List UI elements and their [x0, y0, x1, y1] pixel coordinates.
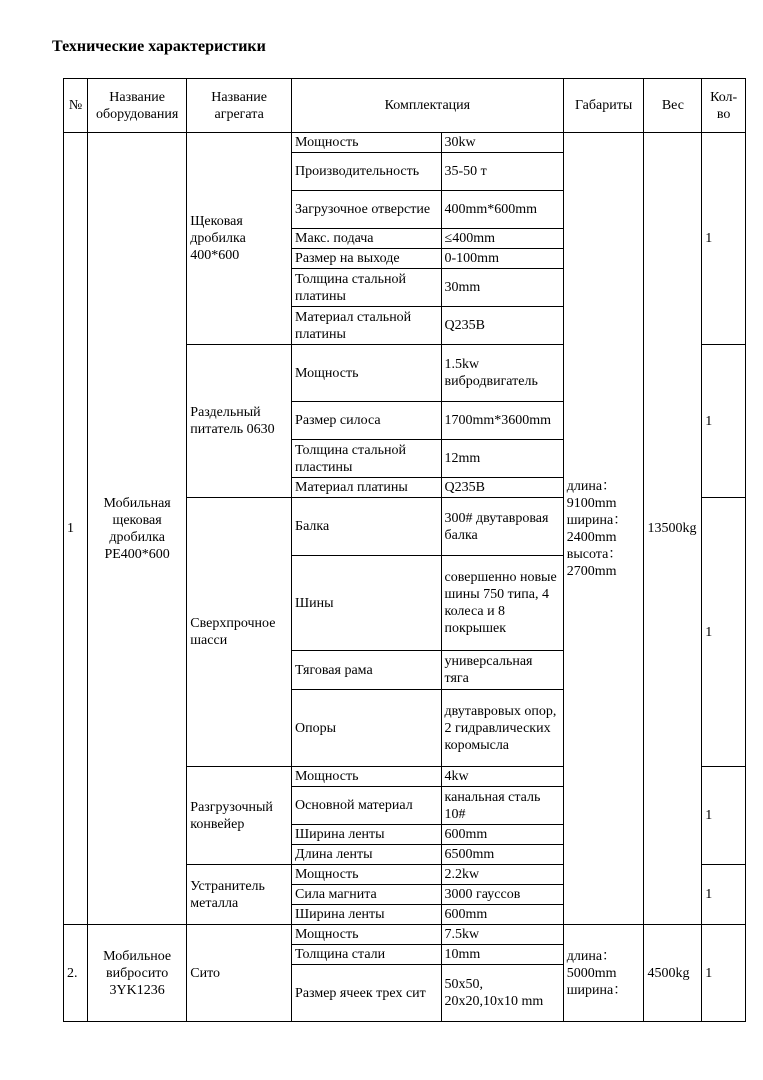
param-name: Толщина стальной платины: [292, 269, 441, 307]
equipment-name: Мобильная щековая дробилка PE400*600: [88, 133, 187, 925]
param-name: Толщина стали: [292, 945, 441, 965]
param-name: Производительность: [292, 153, 441, 191]
header-unit: Название агрегата: [187, 79, 292, 133]
param-name: Мощность: [292, 767, 441, 787]
param-name: Макс. подача: [292, 229, 441, 249]
param-name: Мощность: [292, 133, 441, 153]
param-value: Q235B: [441, 478, 563, 498]
param-value: 1700mm*3600mm: [441, 402, 563, 440]
dimensions-value: длина：9100mm ширина：2400mm высота：2700mm: [563, 133, 644, 925]
unit-name: Раздельный питатель 0630: [187, 345, 292, 498]
equipment-name: Мобильное вибросито 3YK1236: [88, 925, 187, 1022]
param-name: Размер силоса: [292, 402, 441, 440]
param-value: 30mm: [441, 269, 563, 307]
header-weight: Вес: [644, 79, 702, 133]
param-name: Основной материал: [292, 787, 441, 825]
header-row: [64, 79, 746, 133]
param-value: канальная сталь 10#: [441, 787, 563, 825]
param-name: Сила магнита: [292, 885, 441, 905]
header-no: №: [64, 79, 88, 133]
param-name: Размер ячеек трех сит: [292, 965, 441, 1022]
param-value: 400mm*600mm: [441, 191, 563, 229]
param-value: 50x50, 20x20,10x10 mm: [441, 965, 563, 1022]
spec-table: [63, 78, 746, 1022]
unit-qty: 1: [702, 133, 746, 345]
param-value: 600mm: [441, 825, 563, 845]
param-value: 35-50 т: [441, 153, 563, 191]
param-name: Мощность: [292, 345, 441, 402]
param-value: Q235B: [441, 307, 563, 345]
param-value: 4kw: [441, 767, 563, 787]
item-number: 2.: [64, 925, 88, 1022]
unit-qty: 1: [702, 925, 746, 1022]
unit-name: Разгрузочный конвейер: [187, 767, 292, 865]
table-row: [64, 925, 746, 945]
param-value: 1.5kw вибродвигатель: [441, 345, 563, 402]
param-value: универсальная тяга: [441, 651, 563, 690]
dimensions-value: длина：5000mm ширина：: [563, 925, 644, 1022]
header-qty: Кол-во: [702, 79, 746, 133]
param-name: Мощность: [292, 925, 441, 945]
unit-qty: 1: [702, 345, 746, 498]
param-value: 2.2kw: [441, 865, 563, 885]
param-name: Загрузочное отверстие: [292, 191, 441, 229]
param-value: 7.5kw: [441, 925, 563, 945]
item-number: 1: [64, 133, 88, 925]
param-name: Балка: [292, 498, 441, 556]
unit-name: Щековая дробилка 400*600: [187, 133, 292, 345]
param-value: ≤400mm: [441, 229, 563, 249]
unit-name: Сито: [187, 925, 292, 1022]
param-value: совершенно новые шины 750 типа, 4 колеса и 8 покрышек: [441, 556, 563, 651]
param-value: 12mm: [441, 440, 563, 478]
unit-qty: 1: [702, 865, 746, 925]
page-title: Технические характеристики: [52, 38, 266, 55]
unit-qty: 1: [702, 498, 746, 767]
unit-name: Устранитель металла: [187, 865, 292, 925]
param-value: 600mm: [441, 905, 563, 925]
param-name: Ширина ленты: [292, 905, 441, 925]
param-name: Ширина ленты: [292, 825, 441, 845]
unit-name: Сверхпрочное шасси: [187, 498, 292, 767]
param-name: Опоры: [292, 690, 441, 767]
header-dimensions: Габариты: [563, 79, 644, 133]
param-value: 3000 гауссов: [441, 885, 563, 905]
param-name: Шины: [292, 556, 441, 651]
param-value: 10mm: [441, 945, 563, 965]
param-name: Тяговая рама: [292, 651, 441, 690]
param-name: Мощность: [292, 865, 441, 885]
param-name: Толщина стальной пластины: [292, 440, 441, 478]
param-value: 0-100mm: [441, 249, 563, 269]
header-config: Комплектация: [292, 79, 564, 133]
param-name: Длина ленты: [292, 845, 441, 865]
header-equipment: Название оборудования: [88, 79, 187, 133]
weight-value: 4500kg: [644, 925, 702, 1022]
param-name: Материал платины: [292, 478, 441, 498]
param-name: Размер на выходе: [292, 249, 441, 269]
param-value: двутавровых опор, 2 гидравлических коромысла: [441, 690, 563, 767]
weight-value: 13500kg: [644, 133, 702, 925]
param-value: 6500mm: [441, 845, 563, 865]
param-value: 30kw: [441, 133, 563, 153]
unit-qty: 1: [702, 767, 746, 865]
param-value: 300# двутавровая балка: [441, 498, 563, 556]
table-row: [64, 133, 746, 153]
param-name: Материал стальной платины: [292, 307, 441, 345]
